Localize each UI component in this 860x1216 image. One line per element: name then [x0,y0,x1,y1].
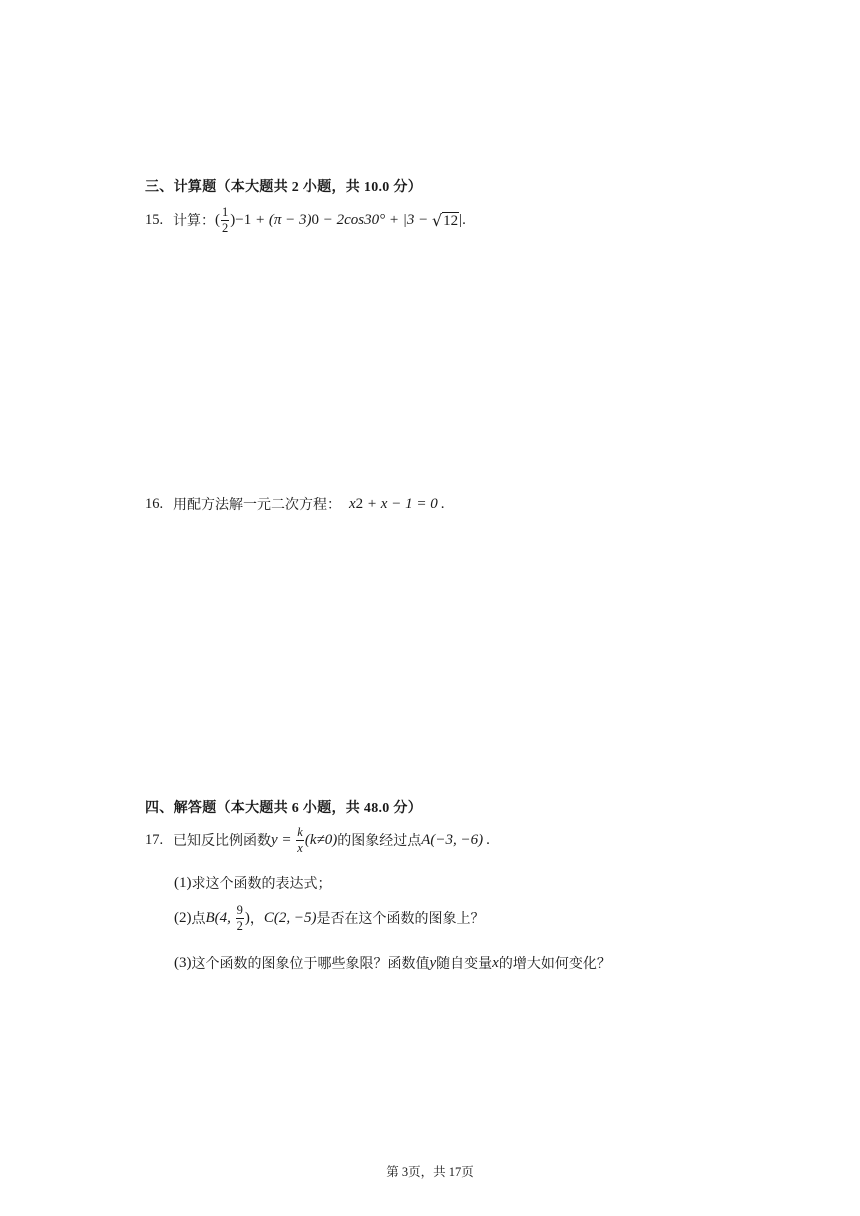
page-footer: 第 3页，共 17页 [386,1165,474,1179]
sub-text: 求这个函数的表达式； [191,876,332,892]
section-title-answer: 四、解答题（本大题共 6 小题，共 48.0 分） [145,801,422,816]
sub-text: 的增大如何变化？ [498,956,611,972]
fraction-one-half: $\frac{1}{2}$ [222,205,229,235]
var-y: y [429,954,437,971]
question-prefix: 计算： [173,213,215,229]
var-x: x [492,954,499,971]
sub-question-1 [174,873,332,893]
sub-text: 随自变量 [436,956,493,972]
point-c: C(2, −5) [263,909,317,926]
sub-label: (1) [174,874,192,891]
sub-text: 这个函数的图象位于哪些象限？函数值 [191,956,430,972]
fraction-nine-halves: $\frac{9}{2}$ [236,903,243,933]
sub-label: (2) [174,909,192,926]
sub-text: 点 [191,911,206,927]
expr-part: + (π − 3) [251,211,312,228]
sub-question-2: (2) 点 B(4, $\frac{9}{2}$ ) ， C(2, −5) 是否在这个函数的图象上？ [174,903,485,933]
function-lhs: y = [271,831,296,848]
condition: (k≠0) [304,831,338,848]
question-15: 15. 计算： ( $\frac{1}{2}$ ) −1 + (π − 3) 0 − 2cos30° + |3 − √ 12 |. [145,205,466,235]
expr-part: |. [459,211,466,228]
section-title-calc: 三、计算题（本大题共 2 小题，共 10.0 分） [145,180,422,195]
sub-question-3 [174,953,611,973]
equation-var: x [349,495,356,512]
sub-text: 是否在这个函数的图象上？ [316,911,485,927]
expr-part: − 2cos30° + |3 − [318,211,432,228]
question-text: 用配方法解一元二次方程： [173,497,341,513]
question-17: 17. 已知反比例函数 y = $\frac{k}{x}$ (k≠0) 的图象经过点 A(−3, −6) . [145,825,490,855]
point-a: A(−3, −6) [421,831,484,848]
equation-rest: + x − 1 = 0 [363,495,438,512]
question-number: 17. [145,831,164,848]
question-text: 的图象经过点 [337,833,422,849]
point-b: B(4, [205,909,235,926]
sub-label: (3) [174,954,192,971]
question-number: 16. [145,495,164,512]
question-text: 已知反比例函数 [173,833,271,849]
sqrt-expression: √ 12 [431,210,459,230]
question-number: 15. [145,211,164,228]
question-16: 16. 用配方法解一元二次方程： x 2 + x − 1 = 0 . [145,495,445,513]
fraction-k-over-x: $\frac{k}{x}$ [297,825,303,855]
